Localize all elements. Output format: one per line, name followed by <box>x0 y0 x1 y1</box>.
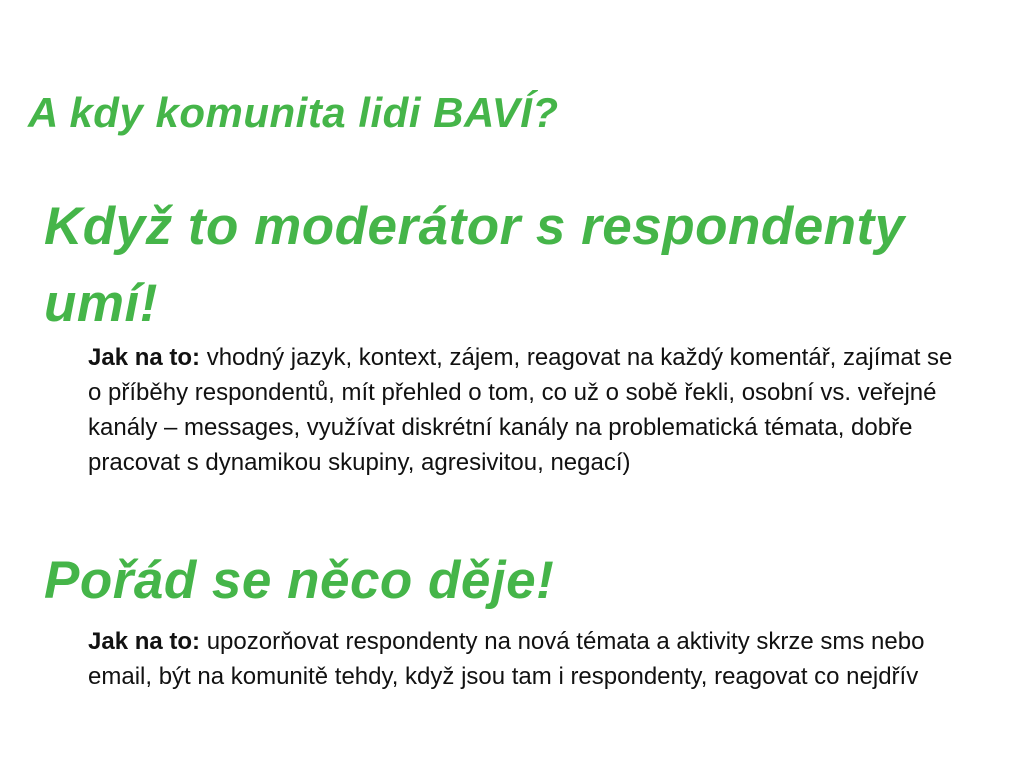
how-to-text: vhodný jazyk, kontext, zájem, reagovat na každý komentář, zajímat se o příběhy respondentů, mít přehled o tom, co už o sobě řekli, osobní vs. veřejné kanály – messages, využívat diskrétní kanály na problematická témata, dobře pracovat s dynamikou skupiny, agresivitou, negací) <box>88 344 953 476</box>
how-to-label: Jak na to: <box>88 628 201 655</box>
how-to-text: upozorňovat respondenty na nová témata a aktivity skrze sms nebo email, být na komunitě tehdy, když jsou tam i respondenty, reagovat co nejdřív <box>88 628 925 690</box>
slide-title: A kdy komunita lidi BAVÍ? <box>28 89 559 136</box>
section-body-activity <box>88 624 968 694</box>
section-heading-activity: Pořád se něco děje! <box>44 551 555 610</box>
section-body-moderator <box>88 340 968 480</box>
how-to-label: Jak na to: <box>88 344 201 371</box>
section-heading-moderator: Když to moderátor s respondenty umí! <box>44 197 905 333</box>
